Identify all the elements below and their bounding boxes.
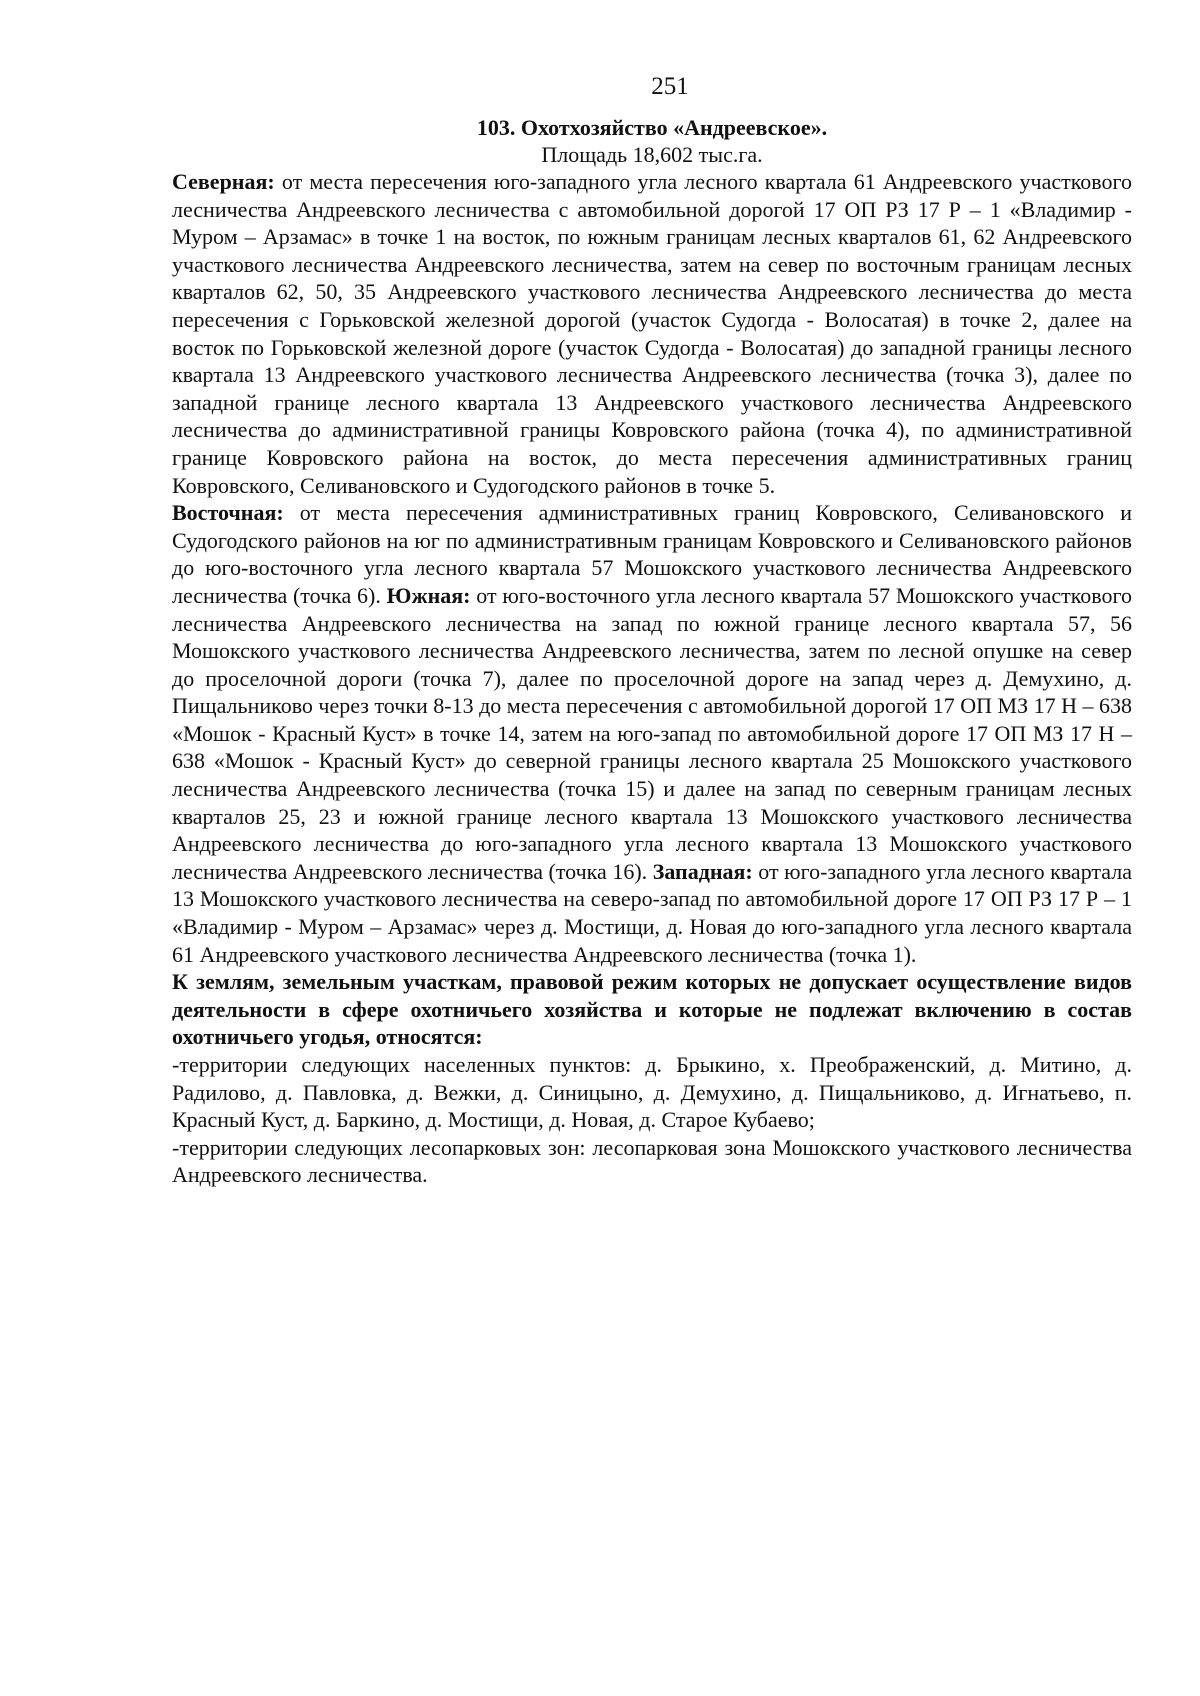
section-title: 103. Охотхозяйство «Андреевское». — [476, 115, 828, 140]
restrictions-forest-parks: -территории следующих лесопарковых зон: лесопарковая зона Мошокского участкового лесничества Андреевского лесничества. — [172, 1134, 1132, 1188]
page-number: 251 — [651, 73, 689, 100]
boundary-north-label: Северная: — [172, 169, 275, 194]
boundary-east-label: Восточная: — [172, 500, 284, 526]
boundary-north-text: от места пересечения юго-западного угла лесного квартала 61 Андреевского участкового лесничества Андреевского лесничества с автомобильной дорогой 17 ОП РЗ 17 Р – 1 «Владимир - Муром – Арзамас» в точке 1 на восток, по южным границам лесных кварталов 61, 62 Андреевского участкового лесничества Андреевского лесничества, затем на север по восточным границам лесных кварталов 62, 50, 35 Андреевского участкового лесничества Андреевского лесничества до места пересечения с Горьковской железной дорогой (участок Судогда - Волосатая) в точке 2, далее на восток по Горьковской железной дороге (участок Судогда - Волосатая) до западной границы лесного квартала 13 Андреевского участкового лесничества Андреевского лесничества (точка 3), далее по западной границе лесного квартала 13 Андреевского участкового лесничества Андреевского лесничества до административной границы Ковровского района (точка 4), по административной границе Ковровского района на восток, до места пересечения административных границ Ковровского, Селивановского и Судогодского районов в точке 5. — [172, 169, 1132, 498]
boundary-east-south-west-paragraph — [172, 499, 1132, 968]
document-page — [172, 70, 1132, 1189]
boundary-west-text: от юго-западного угла лесного квартала 13 Мошокского участкового лесничества на северо-запад по автомобильной дороге 17 ОП РЗ 17 Р – 1 «Владимир - Муром – Арзамас» через д. Мостищи, д. Новая до юго-западного угла лесного квартала 61 Андреевского участкового лесничества Андреевского лесничества (точка 1). — [172, 858, 1132, 967]
restrictions-heading: К землям, земельным участкам, правовой режим которых не допускает осуществление видов деятельности в сфере охотничьего хозяйства и которые не подлежат включению в состав охотничьего угодья, относятся: — [172, 969, 1132, 1050]
section-area: Площадь 18,602 тыс.га. — [541, 142, 763, 167]
boundary-north-paragraph — [172, 168, 1132, 499]
restrictions-settlements: -территории следующих населенных пунктов: д. Брыкино, х. Преображенский, д. Митино, д. Радилово, д. Павловка, д. Вежки, д. Синицыно, д. Демухино, д. Пищальниково, д. Игнатьево, п. Красный Куст, д. Баркино, д. Мостищи, д. Новая, д. Старое Кубаево; — [172, 1052, 1132, 1133]
boundary-west-label: Западная: — [652, 858, 753, 884]
boundary-south-text: от юго-восточного угла лесного квартала 57 Мошокского участкового лесничества Андреевского лесничества на запад по южной границе лесного квартала 57, 56 Мошокского участкового лесничества Андреевского лесничества, затем по лесной опушке на север до проселочной дороги (точка 7), далее по проселочной дороге на запад через д. Демухино, д. Пищальниково через точки 8-13 до места пересечения с автомобильной дорогой 17 ОП МЗ 17 Н – 638 «Мошок - Красный Куст» в точке 14, затем на юго-запад по автомобильной дороге 17 ОП МЗ 17 Н – 638 «Мошок - Красный Куст» до северной границы лесного квартала 25 Мошокского участкового лесничества Андреевского лесничества (точка 15) и далее на запад по северным границам лесных кварталов 25, 23 и южной границе лесного квартала 13 Мошокского участкового лесничества Андреевского лесничества до юго-западного угла лесного квартала 13 Мошокского участкового лесничества Андреевского лесничества (точка 16). — [172, 582, 1132, 884]
boundary-east-text: от места пересечения административных границ Ковровского, Селивановского и Судогодского районов на юг по административным границам Ковровского и Селивановского районов до юго-восточного угла лесного квартала 57 Мошокского участкового лесничества Андреевского лесничества (точка 6). — [172, 500, 1132, 608]
boundary-south-label: Южная: — [386, 582, 471, 608]
